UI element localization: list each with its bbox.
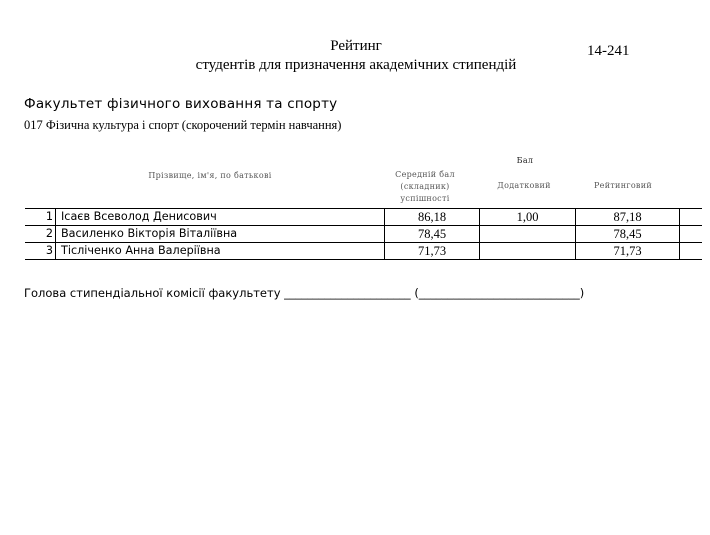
ranking-table bbox=[25, 208, 702, 260]
rating-score: 87,18 bbox=[576, 209, 680, 226]
table-row bbox=[25, 209, 702, 226]
rating-score: 78,45 bbox=[576, 226, 680, 243]
student-name: Ісаєв Всеволод Денисович bbox=[56, 209, 385, 226]
student-name: Василенко Вікторія Віталіївна bbox=[56, 226, 385, 243]
row-tail bbox=[680, 209, 703, 226]
group-code: 14-241 bbox=[587, 43, 630, 59]
column-header-rating: Рейтинговий bbox=[593, 181, 652, 190]
row-number: 2 bbox=[25, 226, 56, 243]
row-number: 3 bbox=[25, 243, 56, 260]
row-tail bbox=[680, 226, 703, 243]
average-score: 86,18 bbox=[385, 209, 480, 226]
faculty-name: Факультет фізичного виховання та спорту bbox=[24, 96, 338, 112]
column-header-average-line: Середній бал bbox=[395, 170, 455, 179]
average-score: 71,73 bbox=[385, 243, 480, 260]
row-tail bbox=[680, 243, 703, 260]
document-subtitle: студентів для призначення академічних стипендій bbox=[195, 57, 517, 73]
rating-score: 71,73 bbox=[576, 243, 680, 260]
additional-score bbox=[480, 243, 576, 260]
document-title: Рейтинг bbox=[330, 38, 382, 54]
average-score: 78,45 bbox=[385, 226, 480, 243]
column-header-average-line: успішності bbox=[400, 194, 450, 203]
additional-score bbox=[480, 226, 576, 243]
column-header-average-line: (складник) bbox=[400, 182, 450, 191]
student-name: Тісліченко Анна Валеріївна bbox=[56, 243, 385, 260]
program-name: 017 Фізична культура і спорт (скорочений термін навчання) bbox=[24, 118, 342, 132]
column-header-score-group: Бал bbox=[516, 156, 534, 165]
column-header-additional: Додатковий bbox=[497, 181, 551, 190]
column-header-average bbox=[385, 169, 465, 205]
table-row bbox=[25, 243, 702, 260]
table-row bbox=[25, 226, 702, 243]
signature-line: Голова стипендіальної комісії факультету ______________________ (____________________________) bbox=[24, 286, 585, 300]
additional-score: 1,00 bbox=[480, 209, 576, 226]
column-header-name: Прізвище, ім'я, по батькові bbox=[148, 171, 272, 180]
row-number: 1 bbox=[25, 209, 56, 226]
